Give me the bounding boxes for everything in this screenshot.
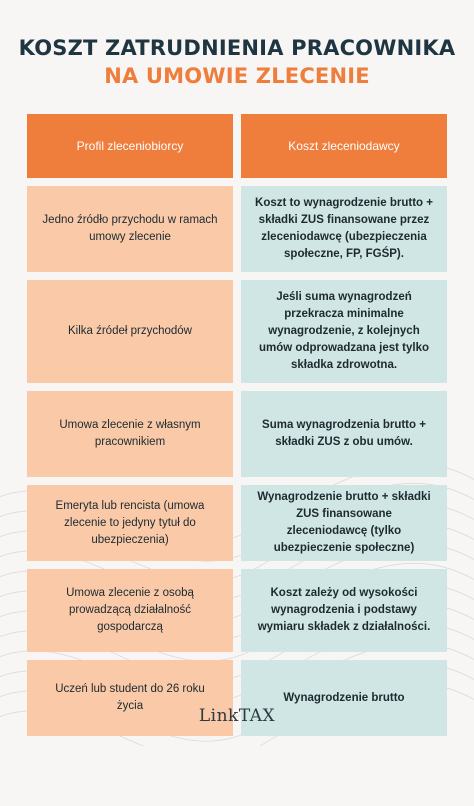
profile-cell: Emeryta lub rencista (umowa zlecenie to jedyny tytuł do ubezpieczenia): [27, 485, 233, 561]
column-header-cost: Koszt zleceniodawcy: [241, 114, 447, 178]
profile-cell: Jedno źródło przychodu w ramach umowy zlecenie: [27, 186, 233, 272]
brand-logo: LinkTAX: [198, 706, 276, 726]
cost-table: [27, 114, 447, 806]
profile-cell: Umowa zlecenie z własnym pracownikiem: [27, 391, 233, 477]
page-header: [0, 34, 474, 90]
profile-cell: Umowa zlecenie z osobą prowadzącą działalność gospodarczą: [27, 569, 233, 652]
page-title: KOSZT ZATRUDNIENIA PRACOWNIKA: [18, 36, 456, 60]
profile-cell: Kilka źródeł przychodów: [27, 280, 233, 383]
cost-cell: Wynagrodzenie brutto: [241, 660, 447, 736]
page-subtitle: NA UMOWIE ZLECENIE: [104, 64, 370, 88]
cost-cell: Wynagrodzenie brutto + składki ZUS finansowane zleceniodawcę (tylko ubezpieczenie społeczne): [241, 485, 447, 561]
column-header-profile: Profil zleceniobiorcy: [27, 114, 233, 178]
cost-cell: Jeśli suma wynagrodzeń przekracza minimalne wynagrodzenie, z kolejnych umów odprowadzana jest tylko składka zdrowotna.: [241, 280, 447, 383]
cost-cell: Suma wynagrodzenia brutto + składki ZUS z obu umów.: [241, 391, 447, 477]
cost-cell: Koszt to wynagrodzenie brutto + składki ZUS finansowane przez zleceniodawcę (ubezpieczenia społeczne, FP, FGŚP).: [241, 186, 447, 272]
cost-cell: Koszt zależy od wysokości wynagrodzenia i podstawy wymiaru składek z działalności.: [241, 569, 447, 652]
profile-cell: Uczeń lub student do 26 roku życia: [27, 660, 233, 736]
